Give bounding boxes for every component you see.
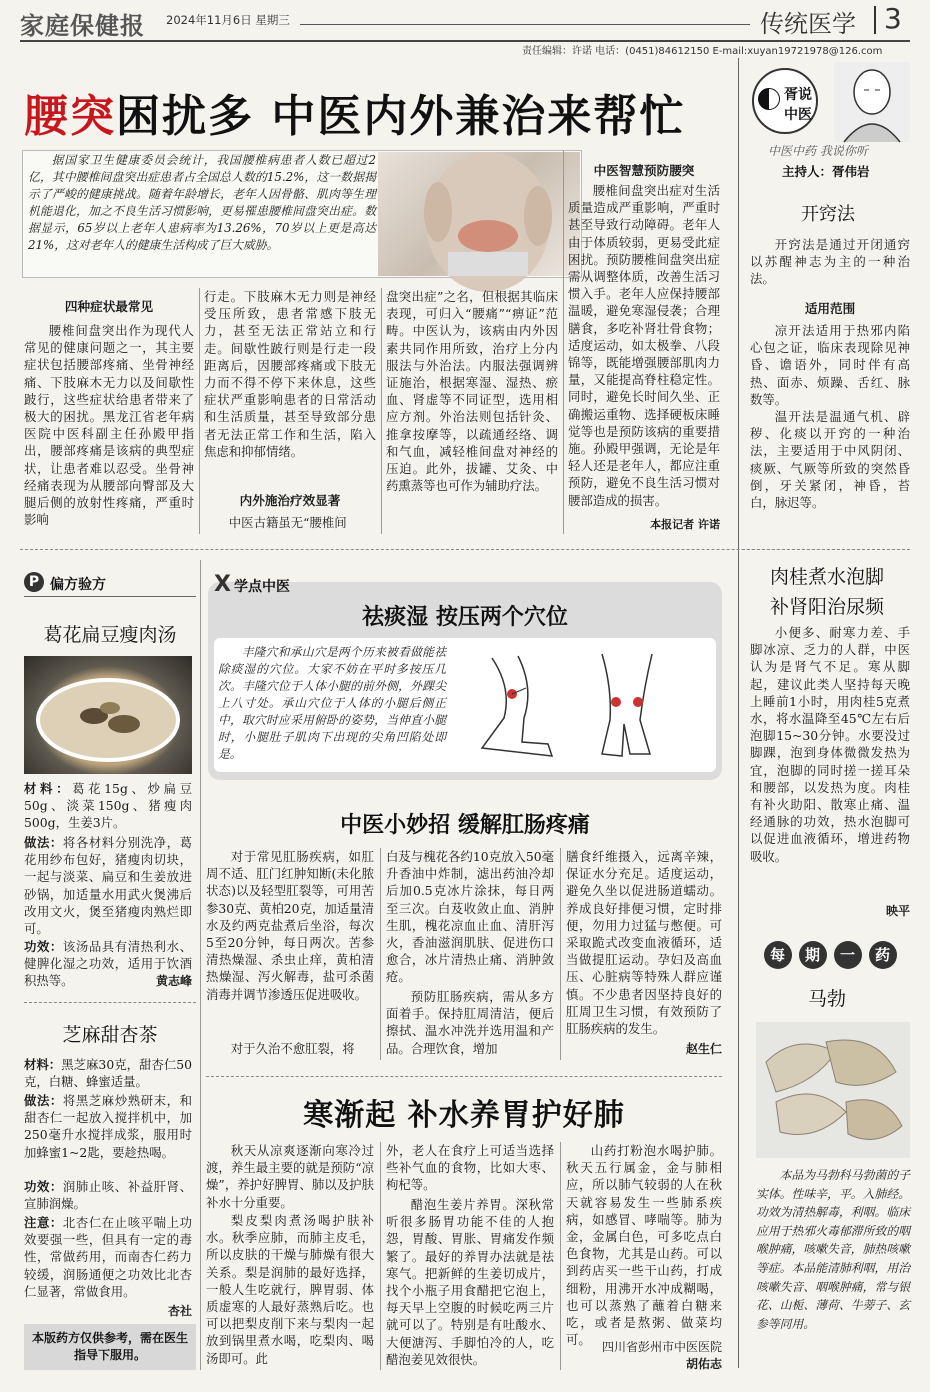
gangchang-c2: 白芨与槐花各约10克放入50毫升香油中炸制，滤出药油冷却后加0.5克冰片涂抹，每日两至三次。白芨收敛止血、消肿生肌，槐花凉血止血、清肝泻火，香油滋润肌肤、促进伤口愈合，冰片清热止痛、消肿敛疮。 bbox=[386, 849, 554, 985]
section-name: 传统医学 bbox=[760, 10, 856, 38]
editor-info: 责任编辑：许诺 电话：(0451)84612150 E-mail:xuyan19721978@126.com bbox=[522, 46, 883, 57]
recipe2-author: 杏社 bbox=[167, 1304, 192, 1318]
issue-date: 2024年11月6日 星期三 bbox=[166, 13, 290, 27]
back-pain-illustration bbox=[378, 152, 580, 276]
r1-method-text: 将各材料分别洗净，葛花用纱布包好，猪瘦肉切块，一起与淡菜、扁豆和生姜放进砂锅，加适量水用武火煲沸后改用文火，煲至猪瘦肉熟烂即可。 bbox=[24, 835, 193, 937]
recipe2-note bbox=[24, 1214, 192, 1302]
gangchang-c1b: 对于久治不愈肛裂，将 bbox=[230, 1041, 355, 1056]
back-pain-photo bbox=[378, 152, 580, 276]
stomach-c3: 山药打粉泡水喝护肺。秋天五行属金，金与肺相应，所以肺气较弱的人在秋天就容易发生一些肺系疾病，如感冒、哮喘等。肺为金，金属白色，可多吃点白色食物，尤其是山药。可以到药店买一些干山药，打成细粉，用沸开水冲成糊喝，也可以蒸熟了蘸着白糖来吃，或者是熬粥、做菜均可。 bbox=[566, 1143, 722, 1348]
stomach-c1: 秋天从凉爽逐渐向寒冷过渡，养生最主要的就是预防“凉燥”，养护好脾胃、肺以及护肤补水十分重要。 bbox=[206, 1143, 374, 1210]
xuedian-badge: X bbox=[214, 572, 231, 597]
soup-photo bbox=[24, 656, 192, 774]
yiyao-name: 马勃 bbox=[807, 988, 846, 1010]
right-divider bbox=[742, 549, 910, 550]
r2-effect-label: 功效： bbox=[24, 1179, 63, 1194]
host-sketch bbox=[834, 62, 910, 142]
acupoint-diagram bbox=[452, 648, 708, 764]
section-divider bbox=[874, 6, 876, 34]
rougui-text: 小便多、耐寒力差、手脚冰凉、乏力的人群，中医认为是肾气不足。寒从脚起，建议此类人坚持每天晚上睡前1小时，用肉桂5克煮水，将水温降至45℃左右后泡脚15~30分钟。水要没过脚踝，泡到身体微微发热为宜，泡脚的同时搓一搓耳朵和腰部，以发热为度。肉桂有补火助阳、散寒止痛、温经通脉的功效，热水泡脚可以促进血液循环，增进药物吸收。 bbox=[750, 625, 910, 864]
gangchang-author: 赵生仁 bbox=[685, 1042, 722, 1056]
r2-method-text: 将黑芝麻炒熟研末，和甜杏仁一起放入搅拌机中，加250毫升水搅拌成浆，服用时加蜂蜜1~2匙，要趁热喝。 bbox=[24, 1093, 193, 1160]
kaiqiao-sub: 适用范围 bbox=[804, 301, 856, 316]
pianfang-label: 偏方验方 bbox=[50, 577, 106, 593]
top-rule bbox=[20, 40, 910, 42]
gc-rule-2 bbox=[560, 848, 561, 1060]
section-divider-2 bbox=[206, 1076, 722, 1077]
recipe2-title: 芝麻甜杏茶 bbox=[62, 1024, 158, 1046]
column-slogan: 中医中药 我说你听 bbox=[768, 144, 868, 158]
recipe1-materials bbox=[24, 780, 192, 832]
yiyao-char-2: 期 bbox=[799, 941, 827, 969]
stomach-c2b: 醋泡生姜片养胃。深秋常听很多肠胃功能不佳的人抱怨，胃酸、胃胀、胃痛发作频繁了。最好的养胃办法就是祛寒气。把新鲜的生姜切成片，找个小瓶子用食醋把它泡上，每天早上空腹的时候吃两三片就可以了。特别是有吐酸水、大便溏泻、手脚怕冷的人，吃醋泡姜见效很快。 bbox=[386, 1197, 554, 1367]
col-rule-3 bbox=[563, 150, 564, 534]
right-column-rule bbox=[738, 58, 739, 1368]
sub-heading-symptoms: 四种症状最常见 bbox=[64, 299, 154, 314]
mabo-photo bbox=[756, 1022, 910, 1158]
stomach-author: 胡佑志 bbox=[685, 1357, 722, 1371]
lead-headline bbox=[24, 80, 685, 144]
r2-note-text: 北杏仁在止咳平喘上功效要强一些，但具有一定的毒性，常做药用，而南杏仁药力较缓，润肠通便之功效比北杏仁显著，常做食用。 bbox=[24, 1215, 193, 1299]
headline-red: 腰突 bbox=[24, 91, 116, 142]
yiyao-text: 本品为马勃科马勃菌的子实体。性味辛，平。入肺经。功效为清热解毒，利咽。临床应用于热邪火毒郁滞所致的咽喉肿痛，咳嗽失音，肺热咳嗽等症。本品能清肺利咽，用治咳嗽失音、咽喉肿痛，常与银花、山栀、薄荷、牛蒡子、玄参等同用。 bbox=[756, 1168, 910, 1331]
r2-effect-text: 润肺止咳、补益肝肾、宣肺润燥。 bbox=[24, 1179, 193, 1212]
kaiqiao-title: 开窍法 bbox=[801, 204, 855, 225]
stomach-author-org: 四川省彭州市中医医院 bbox=[601, 1340, 722, 1354]
left-column-rule bbox=[200, 560, 201, 1370]
pianfang-underline bbox=[24, 596, 196, 597]
mabo-slices-illustration bbox=[756, 1022, 910, 1158]
yiyao-char-4: 药 bbox=[869, 941, 897, 969]
r1-mat-label: 材料： bbox=[24, 781, 73, 796]
disclaimer-box: 本版药方仅供参考，需在医生指导下服用。 bbox=[24, 1324, 196, 1370]
gangchang-c2b: 预防肛肠疾病，需从多方面着手。保持肛周清洁，便后擦拭、温水冲洗并选用温和产品。合理饮食，增加 bbox=[386, 989, 554, 1056]
r1-method-label: 做法： bbox=[24, 835, 63, 850]
st-rule-2 bbox=[560, 1142, 561, 1370]
page-number: 3 bbox=[884, 2, 902, 35]
lead-byline: 本报记者 许诺 bbox=[650, 518, 720, 531]
stomach-c2: 外，老人在食疗上可适当选择些补气血的食物，比如大枣、枸杞等。 bbox=[386, 1143, 554, 1193]
r2-note-label: 注意： bbox=[24, 1215, 63, 1230]
host-portrait bbox=[834, 62, 910, 142]
gangchang-c3: 膳食纤维摄入，远离辛辣，保证水分充足。适度运动，避免久坐以促进肠道蠕动。养成良好排便习惯，定时排便，勿用力过猛与憋便。可采取跪式改变血液循环，适当做提肛运动。孕妇及高血压、心脏病等特殊人群应谨慎。不少患者因坚持良好的肛周卫生习惯，有效预防了肛肠疾病的发生。 bbox=[566, 849, 722, 1037]
r2-method-label: 做法： bbox=[24, 1093, 63, 1108]
kaiqiao-p1: 开窍法是通过开闭通窍以苏醒神志为主的一种治法。 bbox=[750, 237, 910, 287]
leg-acupoint-sketch bbox=[452, 648, 708, 764]
lead-col2: 行走。下肢麻木无力则是神经受压所致，患者常感下肢无力，甚至无法正常站立和行走。间歇性跛行则是行走一段距离后，因腰部疼痛或下肢无力而不得不停下来休息，这些症状严重影响患者的日常活动和生活质量，甚至导致部分患者无法正常工作和生活，陷入焦虑和抑郁情绪。 bbox=[204, 289, 376, 459]
masthead-rule bbox=[300, 24, 750, 25]
r1-effect-label: 功效： bbox=[24, 939, 63, 954]
kaiqiao-p2: 凉开法适用于热邪内陷心包之证，临床表现除见神昏、谵语外，同时伴有高热、面赤、烦躁、舌红、脉数等。 bbox=[750, 323, 910, 407]
rougui-title-2: 补肾阳治尿频 bbox=[769, 596, 884, 618]
col-rule-1 bbox=[199, 288, 200, 534]
xuedian-title: 祛痰湿 按压两个穴位 bbox=[362, 605, 568, 630]
r2-mat-label: 材料： bbox=[24, 1057, 62, 1072]
rougui-author: 映平 bbox=[885, 904, 910, 918]
sub-heading-prevention: 中医智慧预防腰突 bbox=[593, 163, 695, 178]
st-rule-1 bbox=[380, 1142, 381, 1370]
recipe1-title: 葛花扁豆瘦肉汤 bbox=[43, 624, 177, 646]
intro-text: 据国家卫生健康委员会统计，我国腰椎病患者人数已超过2亿，其中腰椎间盘突出症患者占全国总人数的15.2%，这一数据揭示了严峻的健康挑战。随着年龄增长，老年人因骨骼、肌肉等生理机能退化，加之不良生活习惯影响，更易罹患腰椎间盘突出症。数据显示，65岁以上老年人患病率为13.26%，70岁以上更是高达21%，这对老年人的健康生活构成了巨大威胁。 bbox=[28, 153, 376, 252]
recipe-divider bbox=[24, 1002, 196, 1003]
soup-bowl-illustration bbox=[24, 656, 192, 774]
lead-col4: 腰椎间盘突出症对生活质量造成严重影响，严重时甚至导致行动障碍。老年人由于体质较弱，更易受此症困扰。预防腰椎间盘突出症需从调整体质，改善生活习惯入手。老年人应保持腰部温暖，避免寒湿侵袭；合理膳食，多吃补肾壮骨食物；适度运动，如太极拳、八段锦等，既能增强腰部肌肉力量，又能提高脊柱稳定性。同时，避免长时间久坐、正确搬运重物、选择硬板床睡觉等也是预防该病的重要措施。孙殿甲强调，无论是年轻人还是老年人，都应注重预防，避免不良生活习惯对腰部造成的损害。 bbox=[568, 183, 720, 508]
column-host: 主持人：胥伟岩 bbox=[782, 164, 870, 179]
stomach-c1b: 梨皮梨肉煮汤喝护肤补水。秋季应肺，而肺主皮毛，所以皮肤的干燥与肺燥有很大关系。梨是润肺的最好选择，一般人生吃就行，脾胃弱、体质虚寒的人最好蒸熟后吃。也可以把梨皮削下来与梨肉一起放到锅里煮水喝，吃梨肉、喝汤即可。此 bbox=[206, 1213, 374, 1366]
xuedian-text: 丰隆穴和承山穴是两个历来被看做能祛除痰湿的穴位。大家不妨在平时多按压几次。丰隆穴位于人体小腿的前外侧，外踝尖上八寸处。承山穴位于人体的小腿后侧正中，取穴时应采用俯卧的姿势，当伸直小腿时，小腿肚子肌肉下出现的尖角凹陷处即是。 bbox=[218, 645, 446, 761]
r1-mat-text: 葛花15g、炒扁豆50g、淡菜150g、猪瘦肉500g，生姜3片。 bbox=[24, 781, 193, 831]
r2-mat-text: 黑芝麻30克，甜杏仁50克，白糖、蜂蜜适量。 bbox=[24, 1057, 192, 1090]
recipe2-effect bbox=[24, 1178, 192, 1214]
yiyao-banner bbox=[760, 940, 900, 970]
xuedian-label: 学点中医 bbox=[234, 579, 290, 595]
paper-name: 家庭保健报 bbox=[20, 11, 145, 40]
recipe2-method bbox=[24, 1092, 192, 1178]
sub-heading-treatment: 内外施治疗效显著 bbox=[239, 493, 341, 508]
yiyao-char-3: 一 bbox=[834, 941, 862, 969]
recipe2-materials bbox=[24, 1056, 192, 1092]
r1-effect-text: 该汤品具有清热利水、健脾化湿之功效，适用于饮酒积热等。 bbox=[24, 939, 193, 989]
col-rule-2 bbox=[381, 288, 382, 534]
logo-text-1: 胥说 bbox=[784, 87, 812, 103]
gangchang-title: 中医小妙招 缓解肛肠疼痛 bbox=[340, 813, 590, 838]
recipe1-method bbox=[24, 834, 192, 938]
rougui-title-1: 肉桂煮水泡脚 bbox=[769, 566, 884, 588]
lead-col1: 腰椎间盘突出作为现代人常见的健康问题之一，其主要症状包括腰部疼痛、坐骨神经痛、下肢麻木无力以及间歇性跛行，这些症状给患者带来了极大的困扰。黑龙江省老年病医院中医科副主任孙殿甲指出，腰部疼痛是该病的典型症状，让患者难以忍受。坐骨神经痛表现为从腰部向臀部及大腿后侧的放射性疼痛，严重时影响 bbox=[24, 323, 194, 528]
logo-text-2: 中医 bbox=[784, 107, 812, 123]
yin-yang-icon bbox=[758, 88, 780, 110]
stomach-title: 寒渐起 补水养胃护好肺 bbox=[303, 1098, 625, 1133]
lead-col2-tail: 中医古籍虽无“腰椎间 bbox=[228, 515, 347, 530]
recipe1-author: 黄志峰 bbox=[155, 974, 192, 988]
gc-rule-1 bbox=[380, 848, 381, 1060]
kaiqiao-p3: 温开法是温通气机、辟秽、化痰以开窍的一种治法，主要适用于中风阴闭、痰厥、气厥等所致的突然昏倒，牙关紧闭，神昏，苔白，脉迟等。 bbox=[750, 409, 910, 511]
pianfang-badge: P bbox=[24, 572, 44, 592]
lead-col3: 盘突出症”之名，但根据其临床表现，可归入“腰痛”“痹证”范畴。中医认为，该病由内外因素共同作用所致，治疗上分内服法与外治法。内服法强调辨证施治，根据寒湿、湿热、瘀血、肾虚等不同证型，选用相应方剂。外治法则包括针灸、推拿按摩等，以疏通经络、调和气血，减轻椎间盘对神经的压迫。此外，拔罐、艾灸、中药熏蒸等也可作为辅助疗法。 bbox=[386, 289, 558, 494]
yiyao-char-1: 每 bbox=[764, 941, 792, 969]
gangchang-c1: 对于常见肛肠疾病，如肛周不适、肛门红肿知断(未化脓状态)以及轻型肛裂等，可用苦参30克、黄柏20克，加适量清水及约两克盐煮后坐浴，每次5至20分钟，每日两次。苦参清热燥湿、杀虫止痒，黄柏清热燥湿、泻火解毒，盐可杀菌消毒并调节渗透压促进吸收。 bbox=[206, 849, 374, 1002]
headline-black: 困扰多 中医内外兼治来帮忙 bbox=[116, 91, 686, 142]
